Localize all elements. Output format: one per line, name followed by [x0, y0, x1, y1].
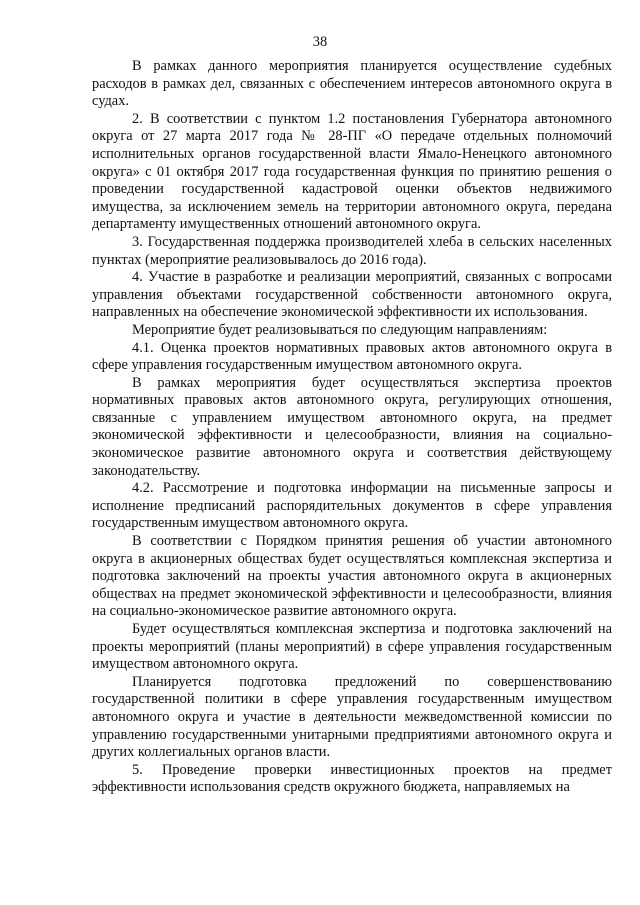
paragraph-item-3-bread-support: 3. Государственная поддержка производителей хлеба в сельских населенных пунктах (мероприятие реализовывалось до 2016 года).	[92, 233, 612, 268]
paragraph-legal-acts-expertise: В рамках мероприятия будет осуществляться экспертиза проектов нормативных правовых актов автономного округа, регулирующих отношения, связанные с управлением имуществом автономного округа, на предмет экономической эффективности и целесообразности, влияния на социально-экономическое развитие автономного округа и соответствия действующему законодательству.	[92, 374, 612, 479]
paragraph-item-4-1-assessment: 4.1. Оценка проектов нормативных правовых актов автономного округа в сфере управления государственным имуществом автономного округа.	[92, 339, 612, 374]
paragraph-joint-stock-participation: В соответствии с Порядком принятия решения об участии автономного округа в акционерных обществах будет осуществляться комплексная экспертиза и подготовка заключений на проекты участия автономного округа в акционерных обществах на предмет экономической эффективности и целесообразности, влияния на социально-экономическое развитие автономного округа.	[92, 533, 612, 620]
document-body	[92, 58, 612, 797]
paragraph-item-4-property-management: 4. Участие в разработке и реализации мероприятий, связанных с вопросами управления объектами государственной собственности автономного округа, направленных на обеспечение экономической эффективности их использования.	[92, 269, 612, 321]
paragraph-court-expenses: В рамках данного мероприятия планируется осуществление судебных расходов в рамках дел, связанных с обеспечением интересов автономного округа в судах.	[92, 58, 612, 110]
paragraph-item-2-cadastral-valuation: 2. В соответствии с пунктом 1.2 постановления Губернатора автономного округа от 27 марта 2017 года № 28-ПГ «О передаче отдельных полномочий исполнительных органов государственной власти Ямало-Ненецкого автономного округа» с 01 октября 2017 года государственная функция по принятию решения о проведении государственной кадастровой оценки объектов недвижимого имущества, за исключением земель на территории автономного округа, передана департаменту имущественных отношений автономного округа.	[92, 110, 612, 233]
page-number: 38	[312, 34, 328, 50]
paragraph-comprehensive-expertise: Будет осуществляться комплексная экспертиза и подготовка заключений на проекты мероприятий (планы мероприятий) в сфере управления государственным имуществом автономного округа.	[92, 621, 612, 673]
paragraph-item-5-investment-projects: 5. Проведение проверки инвестиционных проектов на предмет эффективности использования средств окружного бюджета, направляемых на	[92, 761, 612, 796]
paragraph-item-4-2-requests: 4.2. Рассмотрение и подготовка информации на письменные запросы и исполнение предписаний распорядительных документов в сфере управления государственным имуществом автономного округа.	[92, 480, 612, 532]
paragraph-directions-intro: Мероприятие будет реализовываться по следующим направлениям:	[132, 321, 548, 338]
paragraph-policy-proposals: Планируется подготовка предложений по совершенствованию государственной политики в сфере управления государственным имуществом автономного округа и участие в деятельности межведомственной комиссии по управлению государственными унитарными предприятиями автономного округа и других коллегиальных органов власти.	[92, 673, 612, 761]
